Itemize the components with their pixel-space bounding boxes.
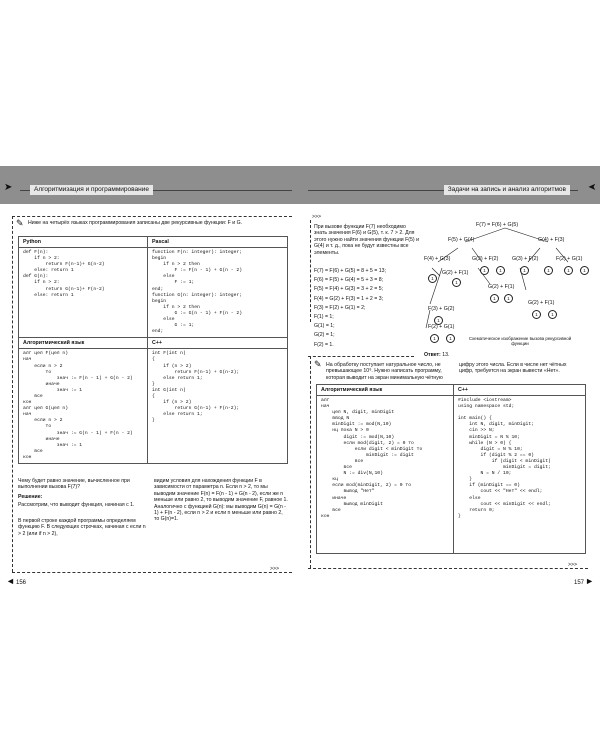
question-text: Чему будет равно значение, вычисленное при выполнении вызова F(7)? [18,478,130,491]
leaf-circle: 1 [452,278,461,287]
equation: F(6) = F(5) + G(4) = 5 + 3 = 8; [314,277,384,284]
continue-mark: >>> [270,566,280,572]
column-header-algo: Алгоритмический язык [19,338,148,349]
top-continue-mark: >>> [312,214,322,220]
tree-node: G(3) + F(2) [472,256,499,262]
equation: F(5) = F(4) + G(3) = 3 + 2 = 5; [314,286,384,293]
leaf-circle: 1 [580,266,589,275]
tree-node: G(3) + F(2) [512,256,539,262]
solution-label: Решение: [18,494,43,500]
tree-node: F(2) + G(1) [556,256,583,262]
equation: G(1) = 1; [314,323,335,330]
tree-node: F(4) + G(3) [424,256,451,262]
right-dash-border-bottom [308,568,588,569]
task-intro: Ниже на четырёх языках программирования записаны две рекурсивные функции: F и G. [28,220,243,226]
header-title-right: Задачи на запись и анализ алгоритмов [444,185,570,195]
equation: F(3) = F(2) + G(1) = 2; [314,304,366,311]
leaf-circle: 1 [532,310,541,319]
task2-intro: На обработку поступает натуральное число, не превышающее 10⁹. Нужно написать программу, которая выводит на экран минимальную чётную цифру этого числа. Если в числе нет чётных цифр, требуется на экран вывести «Нет». [326,362,567,381]
column-header-cpp: C++ [454,385,586,396]
page-number-left: 156 [16,580,27,586]
code-table-right [316,384,586,554]
leaf-circle: 1 [544,266,553,275]
tree-node: F(3) + G(2) [428,306,455,312]
leaf-circle: 1 [564,266,573,275]
leaf-circle: 1 [480,266,489,275]
python-code: def F(n): if n > 2: return F(n-1)+ G(n-2) else: return 1 def G(n): if n > 2: return G(n-1)+ F(n-2) else: return 1 [23,250,105,298]
leaf-circle: 1 [504,294,513,303]
tree-node: F(5) + G(4) [448,237,475,243]
explain-text: При вызове функции F(7) необходимо знать значения F(6) и G(5), т. к. 7 > 2. Для этого нужно найти значения функции F(5) и G(4) и т. д., пока не будут известны все элементы. [314,224,419,256]
equation-list [314,268,386,351]
leaf-circle: 1 [430,334,439,343]
tree-node: G(2) + F(1) [528,300,555,306]
tree-node: F(2) + G(1) [428,324,455,330]
leaf-circle: 1 [496,266,505,275]
continue-mark: >>> [568,562,578,568]
tree-node-root: F(7) = F(6) + G(5) [476,222,519,228]
tree-node: G(4) + F(3) [538,237,565,243]
algo-code: алг цел F(цел n) нач если n > 2 то знач := F(n - 1) + G(n - 2) иначе знач := 1 все кон алг цел G(цел n) нач если n > 2 то знач := G(n - 1) + F(n - 2) иначе знач := 1 все кон [23,351,133,460]
leaf-circle: 1 [434,316,443,325]
tree-caption: Схематическое изображение вызова рекурсивной функции [468,336,572,347]
corner-arrow-icon: ➤ [587,182,596,193]
answer-label: Ответ: [424,352,441,358]
cpp-code: #include <iostream> using namespace std; int main() { int N, digit, minDigit; cin >> N; minDigit = N % 10; while (N > 0) { digit = N % 10; if (digit % 2 == 0) if (digit < minDigit) minDigit = digit; N = N / 10; } if (minDigit == 0) cout << "Нет" << endl; else cout << minDigit << endl; return 0; } [458,398,551,519]
answer-value: 13. [442,352,450,358]
tree-node: G(2) + F(1) [442,270,469,276]
answer-line [424,352,449,358]
pencil-icon: ✎ [16,218,24,228]
column-header-pascal: Pascal [148,237,288,248]
pascal-code: function F(n: integer): integer; begin if n > 2 then F := F(n - 1) + G(n - 2) else F := 1; end; function G(n: integer): integer; begin if n > 2 then G := G(n - 1) + F(n - 2) else G := 1; end; [152,250,243,335]
solution-text-1: Рассмотрим, что выводит функция, начиная с 1. [18,502,135,508]
right-dash-divider [308,356,414,357]
code-table-left [18,236,288,464]
equation: F(4) = G(2) + F(3) = 1 + 2 = 3; [314,295,384,302]
equation: F(1) = 1; [314,313,334,320]
corner-arrow-icon: ➤ [4,182,13,193]
leaf-circle: 1 [446,334,455,343]
equation: F(7) = F(6) + G(5) = 8 + 5 = 13; [314,268,386,274]
equation: F(2) = 1. [314,341,334,348]
column-header-cpp: C++ [148,338,288,349]
left-dash-border [12,216,13,572]
tree-node: G(2) + F(1) [488,284,515,290]
page-arrow-icon: ► [585,576,594,586]
leaf-circle: 1 [490,294,499,303]
left-dash-border-bottom [12,572,292,573]
column-header-python: Python [19,237,148,248]
page-number-right: 157 [573,580,584,586]
solution-text-2: В первой строке каждой программы определяем функцию F. В следующих строчках, начиная с если n > 2 (или if n > 2), [18,518,146,537]
right-dash-border [310,220,311,322]
algo-code: алг нач цел N, digit, minDigit ввод N minDigit := mod(N,10) нц пока N > 0 digit := mod(N,10) если mod(digit, 2) = 0 то если digit < minDigit то minDigit := digit все все N := div(N,10) кц если mod(minDigit, 2) = 0 то вывод "Нет" иначе вывод minDigit все кон [321,398,423,519]
equation: G(2) = 1; [314,332,335,339]
cpp-code: int F(int n) { if (n > 2) return F(n-1) + G(n-2); else return 1; } int G(int n) { if (n > 2) return G(n-1) + F(n-2); else return 1; } [152,351,240,424]
page-arrow-icon: ◄ [6,576,15,586]
leaf-circle: 1 [428,274,437,283]
pencil-icon: ✎ [314,359,322,369]
solution-text-3: видим условия для нахождения функции F в зависимости от параметра n. Если n > 2, то мы выводим значение F(n) = F(n - 1) + G(n - 2), если же n меньше или равно 2, то выводим значение F, равное 1. Аналогично с функцией G(n): мы выводим G(n) = G(n - 1) + F(n - 2), если n > 2 и если n меньше или равно 2, то G(n)=1. [154,478,288,523]
leaf-circle: 1 [548,310,557,319]
header-title-left: Алгоритмизация и программирование [30,185,153,195]
left-dash-border-top [12,216,292,217]
column-header-algo: Алгоритмический язык [317,385,454,396]
right-dash-border-lower [310,356,311,568]
leaf-circle: 1 [520,266,529,275]
